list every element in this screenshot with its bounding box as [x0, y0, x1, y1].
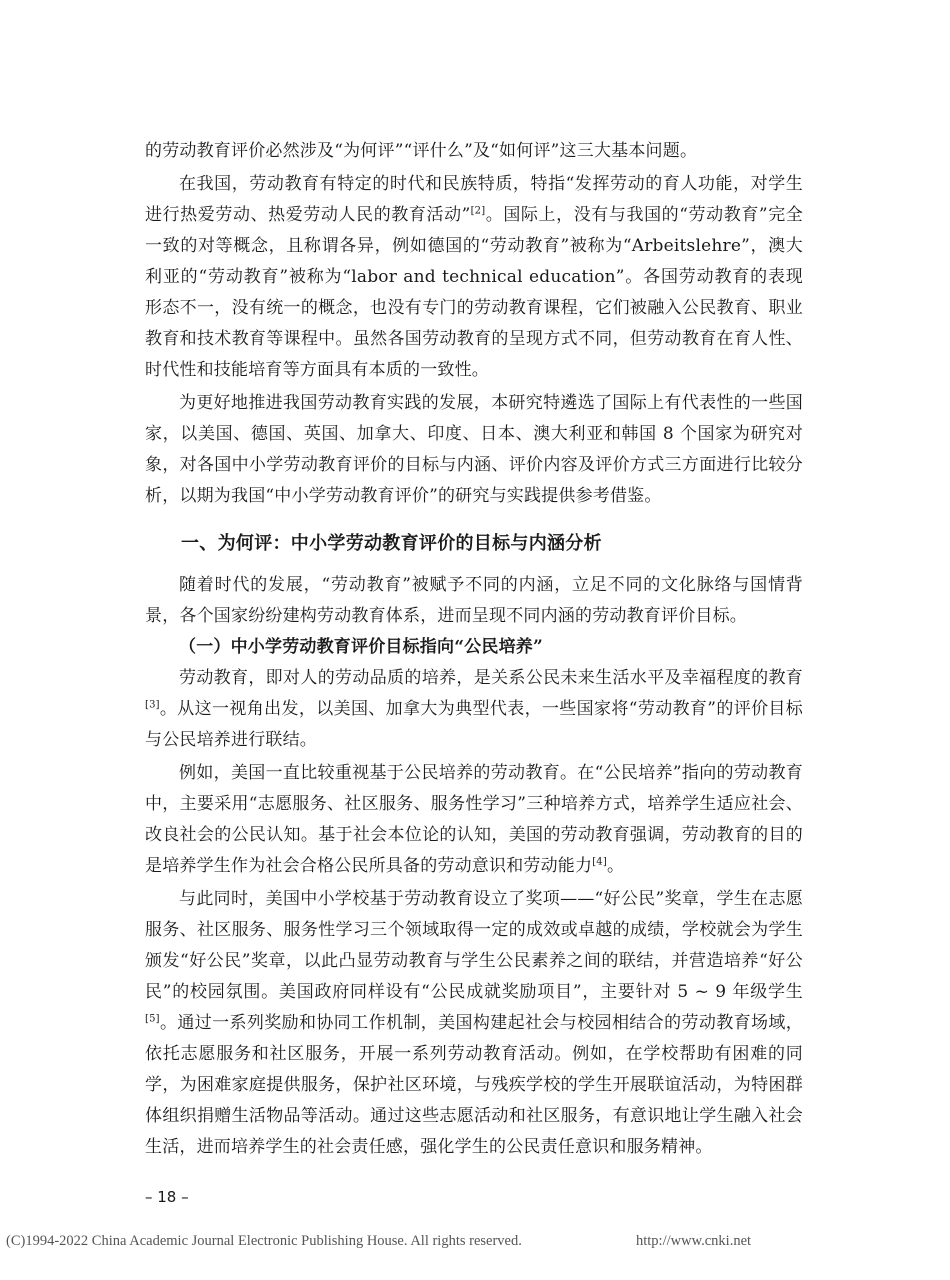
paragraph-2: [145, 388, 803, 512]
footer-url[interactable]: http://www.cnki.net: [636, 1233, 752, 1249]
paragraph-text: 劳动教育，即对人的劳动品质的培养，是关系公民未来生活水平及幸福程度的教育: [179, 668, 803, 688]
paragraph-text-tail: 。: [606, 856, 625, 876]
subsection-heading: （一）中小学劳动教育评价目标指向“公民培养”: [179, 637, 543, 657]
citation-ref-3[interactable]: [3]: [145, 699, 160, 711]
paragraph-text: 为更好地推进我国劳动教育实践的发展，本研究特遴选了国际上有代表性的一些国家，以美国、德国、英国、加拿大、印度、日本、澳大利亚和韩国 8 个国家为研究对象，对各国中小学劳动教育评价的目标与内涵、评价内容及评价方式三方面进行比较分析，以期为我国“中小学劳动教育评价”的研究与实践提供参考借鉴。: [145, 393, 803, 506]
paragraph-text: 在我国，劳动教育有特定的时代和民族特质，特指“发挥劳动的育人功能，对学生进行热爱劳动、热爱劳动人民的教育活动”: [145, 174, 803, 225]
paragraph-text-tail: 。从这一视角出发，以美国、加拿大为典型代表，一些国家将“劳动教育”的评价目标与公民培养进行联结。: [145, 699, 803, 750]
paragraph-text: 的劳动教育评价必然涉及“为何评”“评什么”及“如何评”这三大基本问题。: [145, 141, 698, 161]
paragraph-text-tail: 。国际上，没有与我国的“劳动教育”完全一致的对等概念，且称谓各异，例如德国的“劳动教育”被称为“Arbeitslehre”，澳大利亚的“劳动教育”被称为“labor and technical education”。各国劳动教育的表现形态不一，没有统一的概念，也没有专门的劳动教育课程，它们被融入公民教育、职业教育和技术教育等课程中。虽然各国劳动教育的呈现方式不同，但劳动教育在育人性、时代性和技能培育等方面具有本质的一致性。: [145, 205, 803, 380]
section-intro: [145, 570, 803, 632]
paragraph-1: [145, 169, 803, 386]
page-number: – 18 –: [145, 1188, 189, 1206]
paragraph-text: 随着时代的发展，“劳动教育”被赋予不同的内涵，立足不同的文化脉络与国情背景，各个国家纷纷建构劳动教育体系，进而呈现不同内涵的劳动教育评价目标。: [145, 575, 803, 626]
sub-paragraph-2: [145, 758, 803, 882]
paragraph-text: 例如，美国一直比较重视基于公民培养的劳动教育。在“公民培养”指向的劳动教育中，主要采用“志愿服务、社区服务、服务性学习”三种培养方式，培养学生适应社会、改良社会的公民认知。基于社会本位论的认知，美国的劳动教育强调，劳动教育的目的是培养学生作为社会合格公民所具备的劳动意识和劳动能力: [145, 763, 803, 876]
paragraph-text: 与此同时，美国中小学校基于劳动教育设立了奖项——“好公民”奖章，学生在志愿服务、社区服务、服务性学习三个领域取得一定的成效或卓越的成绩，学校就会为学生颁发“好公民”奖章，以此凸显劳动教育与学生公民素养之间的联结，并营造培养“好公民”的校园氛围。美国政府同样设有“公民成就奖励项目”，主要针对 5 ~ 9 年级学生: [145, 889, 803, 1002]
section-heading: 一、为何评：中小学劳动教育评价的目标与内涵分析: [181, 533, 602, 554]
citation-ref-4[interactable]: [4]: [592, 856, 607, 868]
paragraph-text-tail: 。通过一系列奖励和协同工作机制，美国构建起社会与校园相结合的劳动教育场域，依托志愿服务和社区服务，开展一系列劳动教育活动。例如，在学校帮助有困难的同学，为困难家庭提供服务，保护社区环境，与残疾学校的学生开展联谊活动，为特困群体组织捐赠生活物品等活动。通过这些志愿活动和社区服务，有意识地让学生融入社会生活，进而培养学生的社会责任感，强化学生的公民责任意识和服务精神。: [145, 1013, 803, 1157]
article-body: [145, 136, 803, 1163]
citation-ref-5[interactable]: [5]: [145, 1013, 160, 1025]
sub-paragraph-1: [145, 663, 803, 756]
citation-ref-2[interactable]: [2]: [470, 205, 486, 217]
sub-paragraph-3: [145, 884, 803, 1163]
footer-copyright: (C)1994-2022 China Academic Journal Electronic Publishing House. All rights reserved.: [6, 1233, 522, 1249]
paragraph-0: [145, 136, 803, 167]
